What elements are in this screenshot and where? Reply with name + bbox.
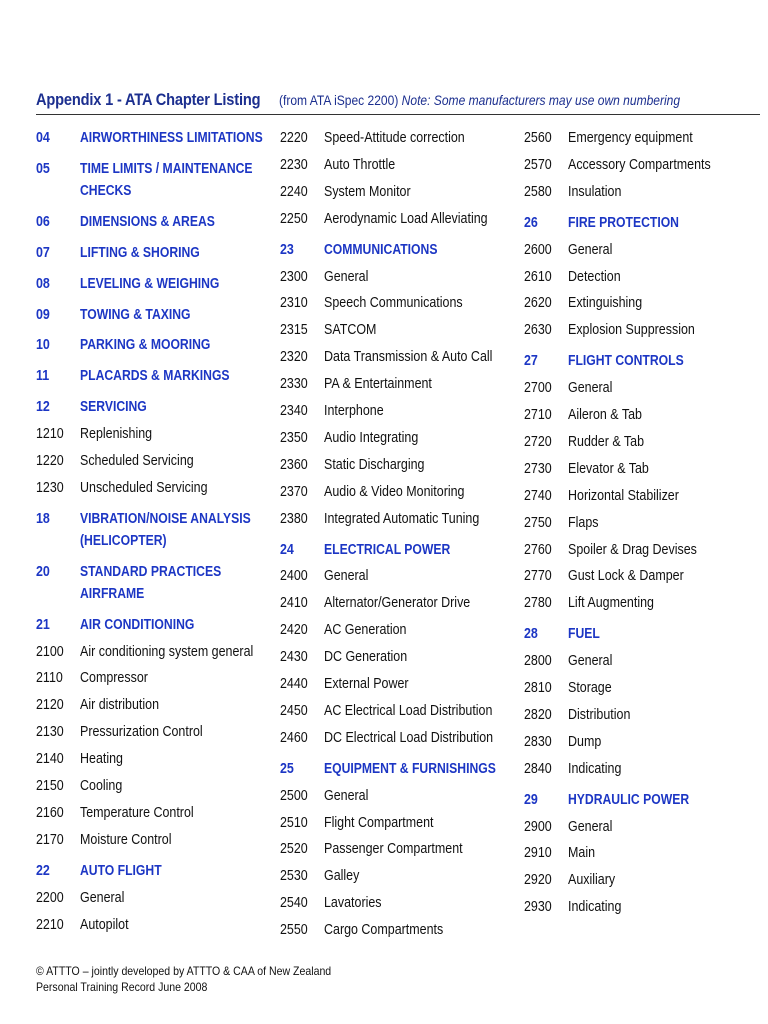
chapter-label: Compressor <box>80 670 148 687</box>
chapter-code: 05 <box>36 160 50 177</box>
chapter-label: Moisture Control <box>80 831 172 848</box>
chapter-label: External Power <box>324 676 409 692</box>
chapter-label: Integrated Automatic Tuning <box>324 510 480 527</box>
chapter-label: Lavatories <box>324 895 382 912</box>
chapter-label: AC Electrical Load Distribution <box>324 702 493 719</box>
chapter-label: Passenger Compartment <box>324 841 463 858</box>
chapter-label: Galley <box>324 868 360 885</box>
chapter-code: 2200 <box>36 889 64 906</box>
chapter-code: 2330 <box>280 376 308 393</box>
chapter-label: Static Discharging <box>324 456 425 473</box>
chapter-code: 2600 <box>524 241 552 258</box>
chapter-label: Audio & Video Monitoring <box>324 483 465 500</box>
chapter-label: Aerodynamic Load Alleviating <box>324 210 488 227</box>
page-subtitle <box>279 92 680 108</box>
chapter-code: 2810 <box>524 680 552 696</box>
chapter-code: 28 <box>524 626 538 643</box>
chapter-code: 22 <box>36 862 50 879</box>
chapter-label: Horizontal Stabilizer <box>568 487 679 504</box>
chapter-label: PLACARDS & MARKINGS <box>80 368 230 385</box>
note-text: Note: Some manufacturers may use own numbering <box>402 92 681 108</box>
chapter-code: 2130 <box>36 724 64 741</box>
record-line: Personal Training Record June 2008 <box>36 980 208 994</box>
chapter-code: 2550 <box>280 922 308 939</box>
chapter-label: STANDARD PRACTICES <box>80 563 222 580</box>
chapter-label: Indicating <box>568 760 622 777</box>
chapter-label: Unscheduled Servicing <box>80 479 208 496</box>
chapter-label: ELECTRICAL POWER <box>324 541 451 558</box>
chapter-label: COMMUNICATIONS <box>324 241 438 258</box>
chapter-code: 2230 <box>280 156 308 173</box>
chapter-code: 2700 <box>524 380 552 397</box>
chapter-code: 21 <box>36 616 50 633</box>
chapter-code: 2100 <box>36 643 64 660</box>
chapter-code: 08 <box>36 275 50 292</box>
chapter-label: Explosion Suppression <box>568 322 695 339</box>
chapter-label: DC Generation <box>324 649 408 666</box>
chapter-label: Storage <box>568 680 612 696</box>
chapter-code: 2840 <box>524 760 552 777</box>
chapter-label: Dump <box>568 733 602 750</box>
chapter-label: Scheduled Servicing <box>80 453 194 469</box>
chapter-code: 2370 <box>280 483 308 500</box>
chapter-code: 2610 <box>524 268 552 285</box>
source-text: (from ATA iSpec 2200) <box>279 92 399 108</box>
chapter-code: 1210 <box>36 426 64 443</box>
chapter-label: General <box>324 787 369 804</box>
chapter-label: Indicating <box>568 899 622 916</box>
chapter-code: 2730 <box>524 460 552 477</box>
chapter-code: 2210 <box>36 916 64 933</box>
chapter-label: FUEL <box>568 626 600 643</box>
chapter-code: 2250 <box>280 210 308 227</box>
chapter-label: Autopilot <box>80 916 129 933</box>
chapter-label: PARKING & MOORING <box>80 337 211 354</box>
chapter-code: 2720 <box>524 433 552 450</box>
chapter-label: FIRE PROTECTION <box>568 214 679 231</box>
chapter-label: Temperature Control <box>80 804 194 821</box>
chapter-label: AC Generation <box>324 622 407 639</box>
chapter-code: 18 <box>36 510 50 527</box>
chapter-code: 2340 <box>280 403 308 419</box>
chapter-label: EQUIPMENT & FURNISHINGS <box>324 760 496 777</box>
chapter-code: 2420 <box>280 622 308 639</box>
chapter-label: VIBRATION/NOISE ANALYSIS <box>80 510 251 527</box>
chapter-code: 12 <box>36 399 50 416</box>
chapter-label: Air distribution <box>80 697 160 714</box>
chapter-code: 2110 <box>36 670 63 687</box>
chapter-code: 2900 <box>524 818 552 835</box>
chapter-code: 2770 <box>524 568 552 585</box>
chapter-code: 06 <box>36 213 50 230</box>
chapter-code: 2150 <box>36 778 64 794</box>
chapter-code: 2220 <box>280 130 308 146</box>
chapter-code: 2240 <box>280 183 308 200</box>
chapter-label: Cooling <box>80 778 123 794</box>
chapter-label: Heating <box>80 751 123 768</box>
chapter-label: FLIGHT CONTROLS <box>568 353 684 370</box>
chapter-label: Air conditioning system general <box>80 643 254 660</box>
chapter-label: Aileron & Tab <box>568 407 642 423</box>
chapter-label: System Monitor <box>324 183 411 200</box>
chapter-label: PA & Entertainment <box>324 376 432 393</box>
chapter-code: 10 <box>36 337 50 354</box>
chapter-code: 25 <box>280 760 294 777</box>
chapter-label: General <box>568 241 613 258</box>
chapter-label: DC Electrical Load Distribution <box>324 729 494 746</box>
chapter-code: 2570 <box>524 156 552 173</box>
chapter-label: AIR CONDITIONING <box>80 616 195 633</box>
chapter-label: General <box>568 818 613 835</box>
chapter-label: Flight Compartment <box>324 814 434 831</box>
chapter-code: 2170 <box>36 831 64 848</box>
chapter-code: 2740 <box>524 487 552 504</box>
chapter-code: 2450 <box>280 702 308 719</box>
chapter-code: 2760 <box>524 541 552 558</box>
chapter-code: 2350 <box>280 429 308 446</box>
chapter-label: Speed-Attitude correction <box>324 130 465 146</box>
chapter-code: 2530 <box>280 868 308 885</box>
chapter-label: General <box>568 653 613 670</box>
chapter-label: Gust Lock & Damper <box>568 568 684 585</box>
chapter-code: 2300 <box>280 268 308 285</box>
chapter-code: 2630 <box>524 322 552 339</box>
chapter-label: Data Transmission & Auto Call <box>324 349 493 366</box>
chapter-code: 2580 <box>524 183 552 200</box>
chapter-code: 2710 <box>524 407 552 423</box>
chapter-code: 2360 <box>280 456 308 473</box>
chapter-code: 2750 <box>524 514 552 531</box>
chapter-code: 2310 <box>280 295 308 312</box>
chapter-label: DIMENSIONS & AREAS <box>80 213 215 230</box>
chapter-label: General <box>324 268 369 285</box>
chapter-label-continued: AIRFRAME <box>80 585 145 602</box>
chapter-code: 1220 <box>36 453 64 469</box>
page-title: Appendix 1 - ATA Chapter Listing <box>36 90 261 109</box>
chapter-code: 04 <box>36 130 50 146</box>
chapter-label: LEVELING & WEIGHING <box>80 275 220 292</box>
chapter-code: 29 <box>524 791 538 808</box>
chapter-code: 2830 <box>524 733 552 750</box>
chapter-label: Lift Augmenting <box>568 595 654 612</box>
chapter-code: 2400 <box>280 568 308 585</box>
chapter-label: General <box>80 889 125 906</box>
chapter-code: 2540 <box>280 895 308 912</box>
chapter-label: Replenishing <box>80 426 153 443</box>
chapter-label: Cargo Compartments <box>324 922 444 939</box>
chapter-code: 2930 <box>524 899 552 916</box>
chapter-code: 1230 <box>36 479 64 496</box>
chapter-label-continued: (HELICOPTER) <box>80 532 167 549</box>
chapter-code: 2120 <box>36 697 64 714</box>
copyright-line: © ATTTO – jointly developed by ATTTO & CAA of New Zealand <box>36 964 332 978</box>
chapter-label: AUTO FLIGHT <box>80 862 162 879</box>
chapter-label: General <box>568 380 613 397</box>
chapter-label: Interphone <box>324 403 384 419</box>
chapter-label: LIFTING & SHORING <box>80 244 200 261</box>
page-header <box>36 90 760 115</box>
chapter-label: Emergency equipment <box>568 130 693 146</box>
chapter-code: 11 <box>36 368 50 385</box>
chapter-label: Flaps <box>568 514 599 531</box>
chapter-label: SATCOM <box>324 322 377 339</box>
page-footer <box>36 963 371 995</box>
chapter-label: Extinguishing <box>568 295 643 312</box>
chapter-label: Insulation <box>568 183 622 200</box>
chapter-label: Detection <box>568 268 621 285</box>
chapter-label: Alternator/Generator Drive <box>324 595 471 612</box>
chapter-label: Auto Throttle <box>324 156 396 173</box>
chapter-code: 2430 <box>280 649 308 666</box>
chapter-label: Elevator & Tab <box>568 460 649 477</box>
chapter-code: 2620 <box>524 295 552 312</box>
chapter-label: Audio Integrating <box>324 429 419 446</box>
chapter-label: Auxiliary <box>568 872 616 889</box>
chapter-code: 2320 <box>280 349 308 366</box>
chapter-code: 20 <box>36 563 50 580</box>
chapter-code: 2910 <box>524 845 552 862</box>
chapter-code: 2160 <box>36 804 64 821</box>
chapter-label: General <box>324 568 369 585</box>
chapter-code: 24 <box>280 541 294 558</box>
chapter-code: 2920 <box>524 872 552 889</box>
chapter-label-continued: CHECKS <box>80 182 132 199</box>
chapter-label: Speech Communications <box>324 295 463 312</box>
chapter-code: 27 <box>524 353 538 370</box>
chapter-label: Pressurization Control <box>80 724 203 741</box>
chapter-label: TOWING & TAXING <box>80 306 191 323</box>
chapter-label: AIRWORTHINESS LIMITATIONS <box>80 130 263 146</box>
chapter-code: 26 <box>524 214 538 231</box>
chapter-label: Spoiler & Drag Devises <box>568 541 697 558</box>
chapter-code: 2460 <box>280 729 308 746</box>
chapter-code: 2820 <box>524 706 552 723</box>
chapter-code: 2780 <box>524 595 552 612</box>
chapter-code: 07 <box>36 244 50 261</box>
chapter-code: 2140 <box>36 751 64 768</box>
chapter-label: Rudder & Tab <box>568 433 645 450</box>
chapter-code: 2520 <box>280 841 308 858</box>
chapter-label: Distribution <box>568 706 631 723</box>
chapter-code: 2800 <box>524 653 552 670</box>
chapter-code: 2500 <box>280 787 308 804</box>
chapter-label: Accessory Compartments <box>568 156 711 173</box>
chapter-code: 2410 <box>280 595 308 612</box>
chapter-label: Main <box>568 845 596 862</box>
chapter-code: 2440 <box>280 676 308 692</box>
chapter-label: TIME LIMITS / MAINTENANCE <box>80 160 253 177</box>
chapter-code: 2380 <box>280 510 308 527</box>
chapter-code: 2315 <box>280 322 308 339</box>
chapter-label: SERVICING <box>80 399 147 416</box>
chapter-code: 23 <box>280 241 294 258</box>
chapter-code: 2510 <box>280 814 308 831</box>
chapter-label: HYDRAULIC POWER <box>568 791 690 808</box>
chapter-code: 2560 <box>524 130 552 146</box>
chapter-code: 09 <box>36 306 50 323</box>
